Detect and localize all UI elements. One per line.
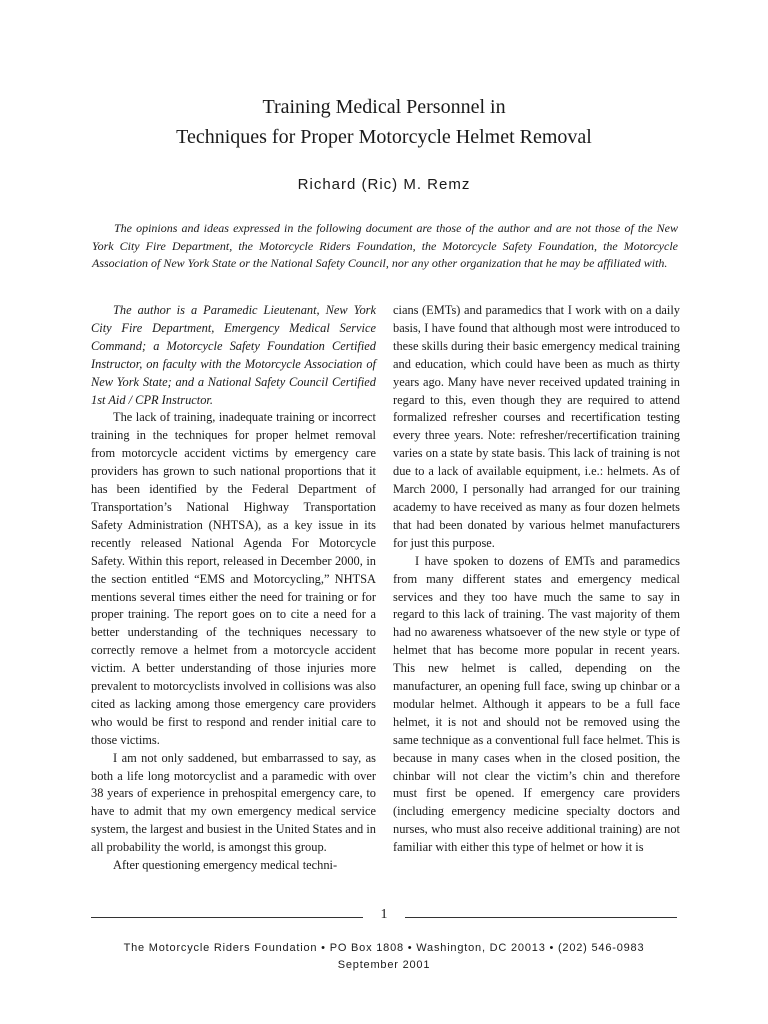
footer-rule-right: [405, 917, 677, 918]
footer-address: The Motorcycle Riders Foundation • PO Box 1808 • Washington, DC 20013 • (202) 546-0983: [123, 942, 645, 954]
body-paragraph: I have spoken to dozens of EMTs and paramedics from many different states and emergency medical services and they too have much the same to say in regard to this lack of training. The vast majority of them had no awareness whatsoever of the new style or type of helmet that has become more popular in recent years. This new helmet is called, depending on the manufacturer, an opening full face, swing up chinbar or a modular helmet. Although it appears to be a full face helmet, it is not and should not be removed using the same technique as a conventional full face helmet. This is because in many cases when in the closed position, the chinbar will not clear the victim’s chin and therefore must first be opened. If emergency care providers (including emergency medicine specialty doctors and nurses, who must also receive additional training) are not familiar with either this type of helmet or how it is: [393, 553, 680, 855]
author-bio: The author is a Paramedic Lieutenant, New York City Fire Department, Emergency Medical Service Command; a Motorcycle Safety Foundation Certified Instructor, on faculty with the Motorcycle Association of New York State; and a National Safety Council Certified 1st Aid / CPR Instructor.: [91, 303, 376, 407]
title-line-1: Training Medical Personnel in: [262, 96, 506, 118]
footer-rule-left: [91, 917, 363, 918]
author-name: Richard (Ric) M. Remz: [297, 176, 471, 193]
page-number: 1: [380, 907, 388, 922]
body-paragraph: I am not only saddened, but embarrassed to say, as both a life long motorcyclist and a paramedic with over 38 years of experience in prehospital emergency care, to have to admit that my own emergency medical service system, the largest and busiest in the United States and in all probability the world, is amongst this group.: [91, 750, 376, 855]
left-column: [91, 302, 376, 875]
disclaimer-paragraph: The opinions and ideas expressed in the following document are those of the author and are not those of the New York City Fire Department, the Motorcycle Riders Foundation, the Motorcycle Safety Foundation, the Motorcycle Association of New York State or the National Safety Council, nor any other organization that he may be affiliated with.: [92, 221, 678, 271]
right-column: [393, 302, 680, 857]
title-line-2: Techniques for Proper Motorcycle Helmet Removal: [176, 126, 592, 148]
document-title: [0, 92, 768, 152]
body-paragraph: After questioning emergency medical techni-: [113, 858, 338, 873]
body-paragraph: cians (EMTs) and paramedics that I work with on a daily basis, I have found that although most were introduced to these skills during their basic emergency medical training and education, which could have been as much as thirty years ago. Many have never received updated training in regard to this, even though they are required to attend formalized refresher courses and recertification testing every three years. Note: refresher/recertification training varies on a state by state basis. This lack of training is not due to a lack of available equipment, i.e.: helmets. As of March 2000, I personally had arranged for our training academy to have received as many as four dozen helmets that had been donated by various helmet manufacturers for just this purpose.: [393, 303, 680, 550]
body-paragraph: The lack of training, inadequate training or incorrect training in the techniques for proper helmet removal from motorcycle accident victims by emergency care providers has grown to such national proportions that it has been identified by the Federal Department of Transportation’s National Highway Transportation Safety Administration (NHTSA), as a key issue in its recently released National Agenda For Motorcycle Safety. Within this report, released in December 2000, in the section entitled “EMS and Motorcycling,” NHTSA mentions several times either the need for training or for proper training. The report goes on to cite a need for a better understanding of the techniques necessary to correctly remove a helmet from a motorcycle accident victim. A better understanding of those injuries more prevalent to motorcyclists involved in collisions was also cited as lacking among those emergency care providers who would be first to respond and render initial care to those victims.: [91, 410, 376, 747]
footer-date: September 2001: [337, 959, 431, 971]
